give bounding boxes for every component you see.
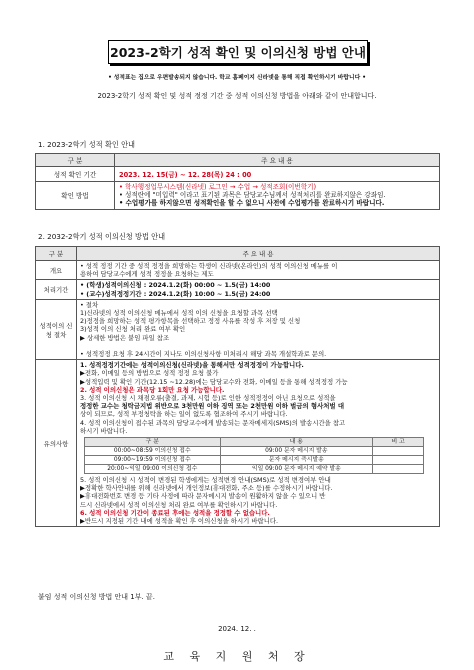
procedure-label: 성적이의 신청 절차 [36, 299, 77, 359]
method-line: • 학사행정업무시스템(신라넷) 로그인 → 수업 → 성적조회(이번학기) [119, 183, 317, 191]
caution-line: 6. 성적 이의신청 기간이 종료된 후에는 성적을 정정할 수 없습니다. [80, 508, 270, 517]
period-value: 2023. 12. 15(금) ~ 12. 28(목) 24 : 00 [115, 167, 440, 182]
procedure-line: • 성적정정 요청 후 24시간이 지나도 이의신청사항 미처리시 해당 과목 개설학과로 문의. [80, 350, 327, 359]
procedure-line: 1)신라넷의 성적 이의신청 메뉴에서 성적 이의 신청을 요청할 과목 선택 [80, 309, 278, 318]
table-cell [373, 456, 424, 465]
caution-line: ▶반드시 지정된 기간 내에 성적을 확인 후 이의신청을 하시기 바랍니다. [80, 517, 279, 526]
process-period-line: • (교수)성적정정기간 : 2024.1.2(화) 10:00 ~ 1.5(금) 24:00 [80, 289, 271, 298]
table-row [85, 465, 424, 474]
period-label: 성적 확인 기간 [36, 167, 115, 182]
caution-line: 정정한 교수는 청탁금지법 위반으로 3천만원 이하 징역 또는 2천만원 이하 벌금의 형사처벌 대 [80, 402, 345, 411]
table-cell [373, 465, 424, 474]
section2-heading: 2. 2032-2학기 성적 이의신청 방법 안내 [38, 232, 166, 241]
table-cell [373, 447, 424, 456]
procedure-line: 2)정정을 희망하는 성적 평가항목을 선택하고 정정 사유를 작성 후 저장 및 신청 [80, 317, 301, 326]
caution-line: 2. 성적 이의신청은 과목당 1회만 요청 가능합니다. [80, 385, 225, 394]
table-cell: 익일 09:00 문자 메시지 예약 발송 [220, 465, 373, 474]
caution-line: 4. 성적 이의신청이 접수된 과목의 담당교수에게 발송되는 문자메세지(SMS)의 발송시간을 참고 [80, 418, 346, 427]
caution-line: ▶정확한 학사안내를 위해 신라넷에서 개인정보(휴대전화, 주소 등)를 수정하시기 바랍니다. [80, 484, 333, 493]
table-header-category: 구 분 [36, 154, 115, 167]
procedure-line: ▶ 상세한 방법은 붙임 파일 참조 [80, 333, 170, 342]
caution-label: 유의사항 [36, 360, 77, 527]
caution-line: 상이 되므로, 성적 부정청탁을 하는 일이 없도록 협조하여 주시기 바랍니다. [80, 410, 288, 419]
overview-line: 용하여 담당교수에게 성적 정정을 요청하는 제도 [80, 270, 214, 279]
procedure-line: 3)성적 이의 신청 처리 완료 여부 확인 [80, 325, 186, 334]
method-label: 확인 방법 [36, 182, 115, 210]
method-line: • 수업평가를 하지않으면 성적확인을 할 수 없으니 사전에 수업평가를 완료하시기 바랍니다. [119, 199, 385, 208]
procedure-line: • 절차 [80, 300, 99, 309]
process-period-label: 처리기간 [36, 280, 77, 299]
caution-line: ▶전화, 이메일 등의 방법으로 성적 정정 요청 불가 [80, 369, 219, 378]
process-period-line: • (학생)성적이의신청 : 2024.1.2(화) 00:00 ~ 1.5(금) 14:00 [80, 281, 271, 290]
table-header-category: 구 분 [36, 247, 77, 261]
table-cell: 20:00~익일 09:00 이의신청 접수 [85, 465, 221, 474]
table-header-content: 주 요 내 용 [115, 154, 440, 167]
caution-line: ▶성적입력 및 확인 기간(12.15 ~12.28)에는 담당교수와 전화, 이메일 등을 통해 성적정정 가능 [80, 377, 348, 386]
section1-heading: 1. 2023-2학기 성적 확인 안내 [38, 140, 136, 149]
notice-line: • 성적표는 집으로 우편발송되지 않습니다. 학교 홈페이지 신라넷을 통해 직접 확인하시기 바랍니다 • [108, 75, 366, 81]
sms-table-header: 비 고 [373, 438, 424, 447]
caution-line: 1. 성적정정기간에는 성적이의신청(신라넷)을 통해서만 성적정정이 가능합니다. [80, 361, 304, 370]
table-cell: 00:00~08:59 이의신청 접수 [85, 447, 221, 456]
section2-table [35, 246, 440, 527]
caution-line: ▶휴대전화번호 변경 등 기타 사정에 따라 문자메시지 발송이 원활하지 않을 수 있으니 반 [80, 492, 326, 501]
procedure-line [80, 342, 436, 350]
caution-line: 드시 신라넷에서 성적 이의신청 처리 완료 여부를 확인하시기 바랍니다. [80, 500, 278, 509]
overview-line: • 성적 정정 기간 중 성적 정정을 희망하는 학생이 신라넷(온라인)의 성적 이의신청 메뉴를 이 [80, 262, 338, 270]
sms-table-header: 구 분 [85, 438, 221, 447]
table-header-content: 주 요 내 용 [77, 247, 440, 261]
caution-line: 3. 성적 이의신청 시 채점오류(출결, 과제, 시험 등)로 인한 성적정정이 아닌 요청으로 성적을 [80, 394, 336, 403]
method-line: • 성적란에 "미입력" 이라고 표기된 과목은 담당교수님께서 성적처리를 완료하지않은 강좌임. [119, 191, 386, 200]
sms-schedule-table [84, 437, 424, 474]
attachment-note: 붙임 성적 이의신청 방법 안내 1부. 끝. [38, 593, 155, 601]
intro-text: 2023-2학기 성적 확인 및 성적 정정 기간 중 성적 이의신청 방법을 아래와 같이 안내합니다. [97, 92, 377, 100]
caution-line: 5. 성적 이의신청 시 성적이 변경된 학생에게는 성적변경 안내(SMS)로 성적 변경여부 안내 [80, 476, 331, 485]
table-cell: 09:00 문자 메시지 발송 [220, 447, 373, 456]
document-title: 2023-2학기 성적 확인 및 이의신청 방법 안내 [108, 40, 368, 64]
document-date: 2024. 12. . [218, 625, 256, 633]
table-row [85, 456, 424, 465]
sms-table-header: 내 용 [220, 438, 373, 447]
table-row [85, 447, 424, 456]
table-cell: 문자 메시지 즉시발송 [220, 456, 373, 465]
section1-table [35, 153, 440, 210]
issuing-department: 교 육 지 원 처 장 [163, 650, 311, 663]
caution-line: 하시기 바랍니다. [80, 426, 128, 435]
table-cell: 09:00~19:59 이의신청 접수 [85, 456, 221, 465]
overview-label: 개요 [36, 261, 77, 280]
